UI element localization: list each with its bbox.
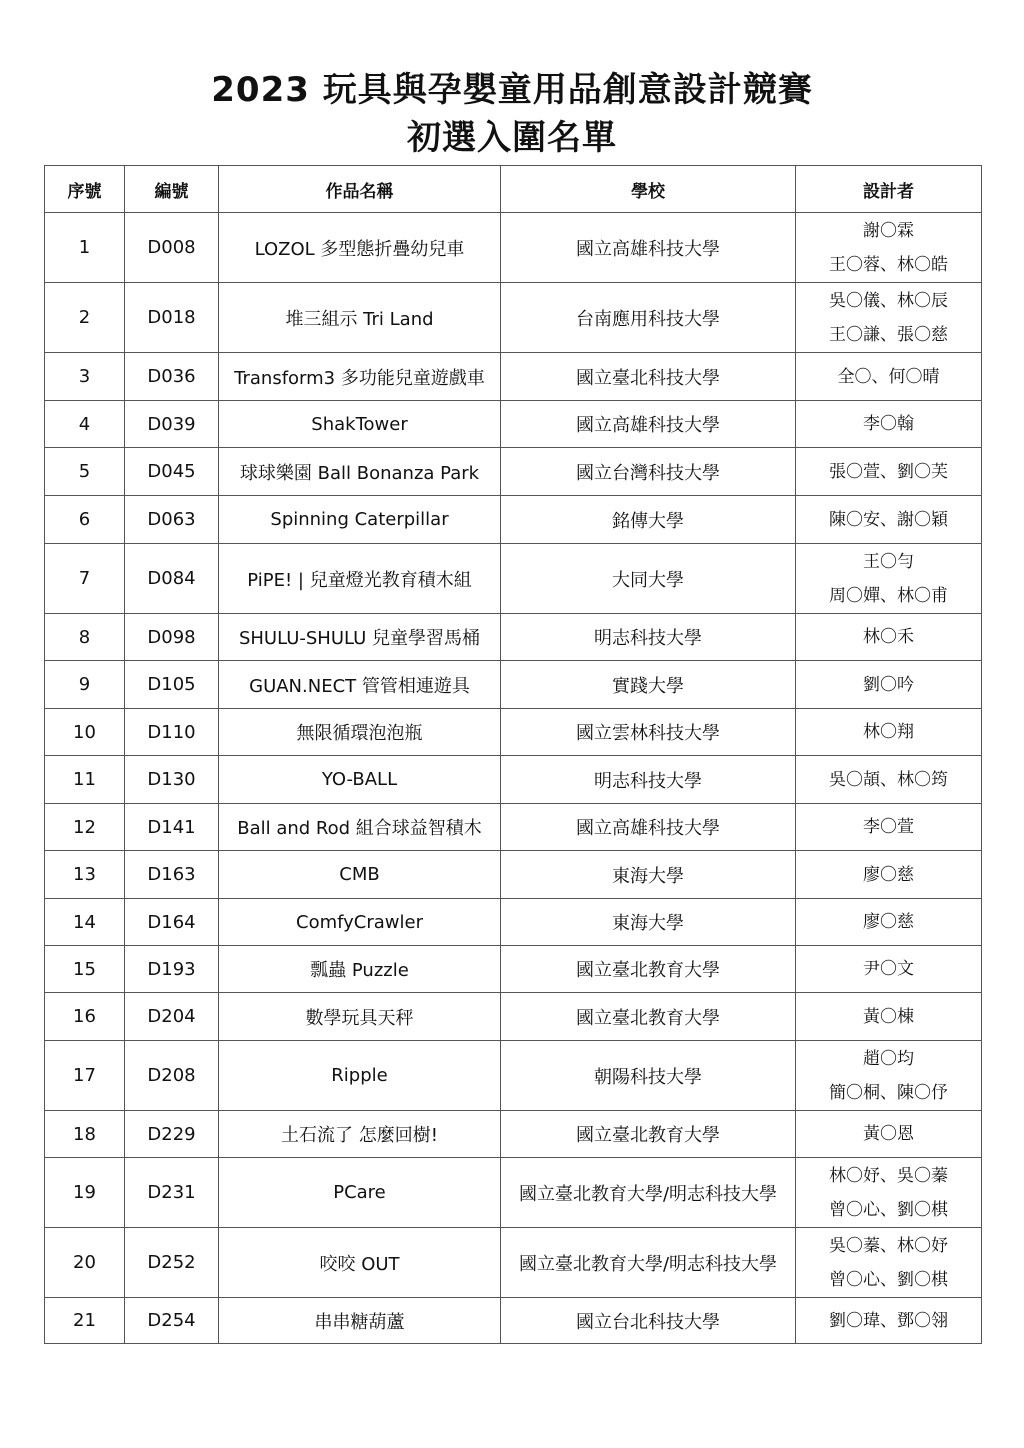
cell-designers [796, 353, 982, 401]
table-row [45, 946, 982, 993]
designer-line: 吳〇儀、林〇辰 [829, 290, 948, 311]
cell-designers [796, 448, 982, 496]
cell-school: 明志科技大學 [501, 614, 796, 661]
cell-code: D098 [125, 614, 219, 661]
designer-line: 黃〇恩 [863, 1124, 914, 1144]
cell-designers [796, 804, 982, 851]
cell-code: D105 [125, 661, 219, 709]
table-row [45, 614, 982, 661]
table-row [45, 993, 982, 1041]
cell-serial: 11 [45, 756, 125, 804]
designer-line: 吳〇頡、林〇筠 [829, 769, 948, 790]
designer-line: 王〇勻 [863, 551, 914, 572]
header-serial: 序號 [45, 166, 125, 213]
designer-line: 謝〇霖 [863, 220, 914, 241]
designer-line: 廖〇慈 [863, 864, 914, 885]
designer-line: 李〇萱 [863, 817, 914, 837]
cell-code: D039 [125, 401, 219, 448]
cell-work-name: PiPE! | 兒童燈光教育積木組 [219, 544, 501, 614]
cell-school: 國立臺北教育大學/明志科技大學 [501, 1228, 796, 1298]
designer-line: 全〇、何〇晴 [837, 366, 940, 387]
cell-school: 大同大學 [501, 544, 796, 614]
table-row [45, 851, 982, 899]
designer-line: 林〇翔 [863, 722, 914, 742]
designer-line: 曾〇心、劉〇棋 [829, 1199, 948, 1220]
cell-work-name: 數學玩具天秤 [219, 993, 501, 1041]
cell-serial: 16 [45, 993, 125, 1041]
cell-school: 國立臺北教育大學 [501, 946, 796, 993]
cell-code: D204 [125, 993, 219, 1041]
cell-work-name: Transform3 多功能兒童遊戲車 [219, 353, 501, 401]
table-row [45, 1158, 982, 1228]
cell-work-name: SHULU-SHULU 兒童學習馬桶 [219, 614, 501, 661]
cell-serial: 2 [45, 283, 125, 353]
cell-school: 國立台北科技大學 [501, 1298, 796, 1344]
cell-serial: 13 [45, 851, 125, 899]
cell-designers [796, 1041, 982, 1111]
cell-school: 東海大學 [501, 851, 796, 899]
table-row [45, 1298, 982, 1344]
cell-designers [796, 946, 982, 993]
header-code: 編號 [125, 166, 219, 213]
cell-work-name: 串串糖葫蘆 [219, 1298, 501, 1344]
cell-work-name: YO-BALL [219, 756, 501, 804]
cell-serial: 18 [45, 1111, 125, 1158]
cell-school: 國立台灣科技大學 [501, 448, 796, 496]
designer-line: 李〇翰 [863, 414, 914, 434]
cell-serial: 21 [45, 1298, 125, 1344]
table-row [45, 804, 982, 851]
designer-line: 劉〇吟 [863, 674, 914, 695]
table-row [45, 448, 982, 496]
designer-line: 黃〇棟 [863, 1006, 914, 1027]
designer-line: 林〇妤、吳〇蓁 [829, 1165, 948, 1186]
cell-code: D231 [125, 1158, 219, 1228]
cell-work-name: CMB [219, 851, 501, 899]
table-row [45, 213, 982, 283]
header-work-name: 作品名稱 [219, 166, 501, 213]
cell-work-name: LOZOL 多型態折疊幼兒車 [219, 213, 501, 283]
designer-line: 劉〇瑋、鄧〇翎 [829, 1310, 948, 1331]
cell-designers [796, 213, 982, 283]
cell-work-name: Ripple [219, 1041, 501, 1111]
designer-line: 簡〇桐、陳〇伃 [829, 1082, 948, 1103]
cell-code: D229 [125, 1111, 219, 1158]
designer-line: 趙〇均 [863, 1048, 914, 1069]
cell-serial: 8 [45, 614, 125, 661]
designer-line: 林〇禾 [863, 627, 914, 647]
cell-code: D252 [125, 1228, 219, 1298]
cell-serial: 6 [45, 496, 125, 544]
cell-school: 國立高雄科技大學 [501, 213, 796, 283]
cell-designers [796, 661, 982, 709]
cell-code: D163 [125, 851, 219, 899]
table-row [45, 709, 982, 756]
table-row [45, 544, 982, 614]
table-row [45, 1228, 982, 1298]
cell-school: 國立臺北教育大學 [501, 1111, 796, 1158]
table-row [45, 899, 982, 946]
table-row [45, 661, 982, 709]
cell-school: 實踐大學 [501, 661, 796, 709]
cell-work-name: Spinning Caterpillar [219, 496, 501, 544]
cell-school: 東海大學 [501, 899, 796, 946]
cell-school: 銘傳大學 [501, 496, 796, 544]
table-body [45, 213, 982, 1344]
cell-designers [796, 709, 982, 756]
cell-serial: 14 [45, 899, 125, 946]
designer-line: 王〇蓉、林〇皓 [829, 254, 948, 275]
cell-work-name: GUAN.NECT 管管相連遊具 [219, 661, 501, 709]
designer-line: 廖〇慈 [863, 912, 914, 932]
table-row [45, 756, 982, 804]
cell-designers [796, 899, 982, 946]
cell-designers [796, 544, 982, 614]
cell-school: 明志科技大學 [501, 756, 796, 804]
header-row [45, 166, 982, 213]
cell-designers [796, 993, 982, 1041]
designer-line: 尹〇文 [863, 959, 914, 979]
cell-work-name: ComfyCrawler [219, 899, 501, 946]
cell-designers [796, 1111, 982, 1158]
cell-designers [796, 496, 982, 544]
cell-work-name: PCare [219, 1158, 501, 1228]
cell-code: D018 [125, 283, 219, 353]
cell-code: D164 [125, 899, 219, 946]
cell-work-name: 瓢蟲 Puzzle [219, 946, 501, 993]
cell-designers [796, 1228, 982, 1298]
cell-school: 朝陽科技大學 [501, 1041, 796, 1111]
cell-code: D130 [125, 756, 219, 804]
designer-line: 吳〇蓁、林〇妤 [829, 1235, 948, 1256]
cell-designers [796, 401, 982, 448]
cell-code: D193 [125, 946, 219, 993]
cell-serial: 9 [45, 661, 125, 709]
cell-school: 國立臺北教育大學 [501, 993, 796, 1041]
cell-serial: 5 [45, 448, 125, 496]
cell-school: 國立臺北科技大學 [501, 353, 796, 401]
cell-serial: 12 [45, 804, 125, 851]
cell-code: D045 [125, 448, 219, 496]
page-title: 2023 玩具與孕嬰童用品創意設計競賽 [211, 70, 813, 110]
cell-serial: 20 [45, 1228, 125, 1298]
cell-designers [796, 614, 982, 661]
cell-school: 台南應用科技大學 [501, 283, 796, 353]
cell-serial: 7 [45, 544, 125, 614]
cell-serial: 4 [45, 401, 125, 448]
cell-school: 國立高雄科技大學 [501, 401, 796, 448]
designer-line: 王〇謙、張〇慈 [829, 324, 948, 345]
header-designer: 設計者 [796, 166, 982, 213]
cell-designers [796, 756, 982, 804]
cell-designers [796, 283, 982, 353]
table-row [45, 283, 982, 353]
cell-code: D008 [125, 213, 219, 283]
cell-school: 國立臺北教育大學/明志科技大學 [501, 1158, 796, 1228]
designer-line: 周〇嬋、林〇甫 [829, 585, 948, 606]
cell-designers [796, 851, 982, 899]
header-school: 學校 [501, 166, 796, 213]
cell-work-name: ShakTower [219, 401, 501, 448]
table-row [45, 1111, 982, 1158]
cell-serial: 15 [45, 946, 125, 993]
cell-designers [796, 1298, 982, 1344]
table-row [45, 353, 982, 401]
cell-work-name: 無限循環泡泡瓶 [219, 709, 501, 756]
cell-serial: 17 [45, 1041, 125, 1111]
page-subtitle: 初選入圍名單 [407, 118, 617, 158]
designer-line: 張〇萱、劉〇芙 [829, 461, 948, 482]
cell-code: D208 [125, 1041, 219, 1111]
cell-code: D141 [125, 804, 219, 851]
table-row [45, 401, 982, 448]
cell-code: D036 [125, 353, 219, 401]
cell-serial: 3 [45, 353, 125, 401]
cell-school: 國立雲林科技大學 [501, 709, 796, 756]
table-row [45, 1041, 982, 1111]
cell-school: 國立高雄科技大學 [501, 804, 796, 851]
cell-work-name: 堆三組示 Tri Land [219, 283, 501, 353]
cell-work-name: Ball and Rod 組合球益智積木 [219, 804, 501, 851]
cell-code: D254 [125, 1298, 219, 1344]
designer-line: 陳〇安、謝〇穎 [829, 509, 948, 530]
cell-work-name: 土石流了 怎麼回樹! [219, 1111, 501, 1158]
cell-work-name: 咬咬 OUT [219, 1228, 501, 1298]
cell-designers [796, 1158, 982, 1228]
cell-code: D084 [125, 544, 219, 614]
cell-work-name: 球球樂園 Ball Bonanza Park [219, 448, 501, 496]
cell-serial: 1 [45, 213, 125, 283]
designer-line: 曾〇心、劉〇棋 [829, 1269, 948, 1290]
cell-code: D063 [125, 496, 219, 544]
finalist-table [44, 165, 982, 1344]
cell-serial: 10 [45, 709, 125, 756]
cell-serial: 19 [45, 1158, 125, 1228]
table-row [45, 496, 982, 544]
cell-code: D110 [125, 709, 219, 756]
